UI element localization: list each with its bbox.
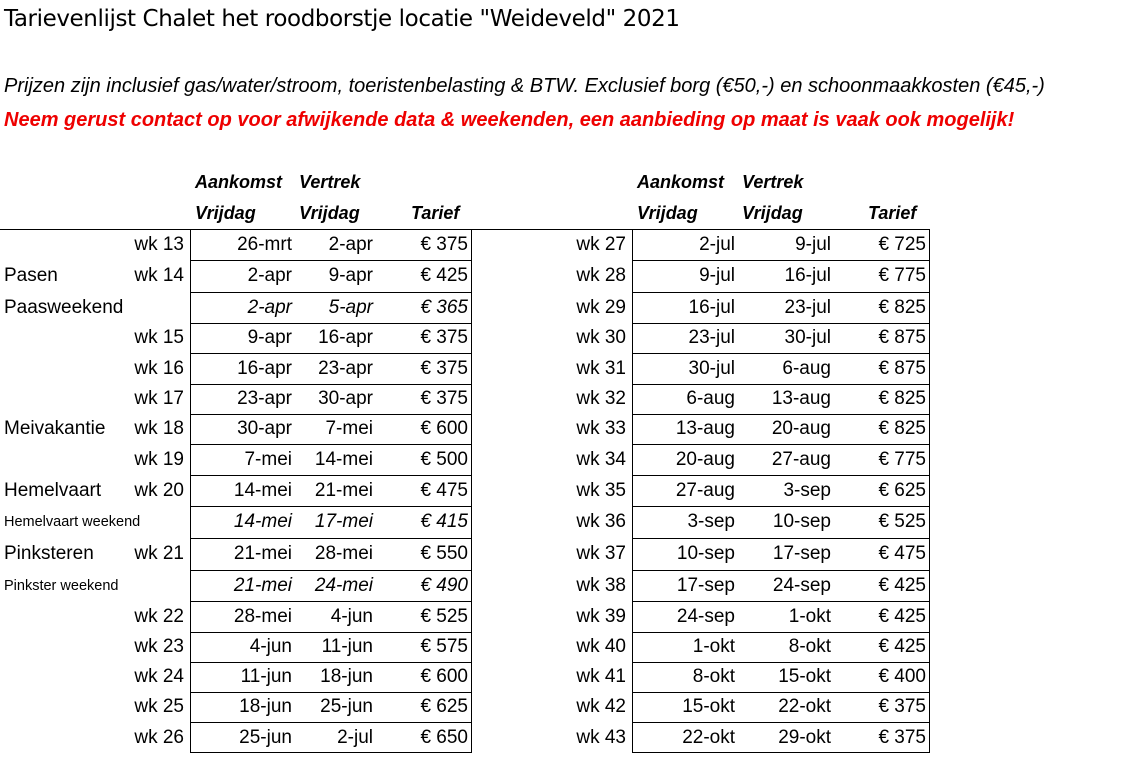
week-number: wk 24 <box>134 666 184 687</box>
rate-value: € 375 <box>878 696 926 717</box>
rate-value: € 550 <box>420 543 468 564</box>
departure-date: 23-apr <box>318 357 373 379</box>
week-number: wk 27 <box>576 233 626 255</box>
departure-date: 2-jul <box>337 726 373 748</box>
arrival-date: 22-okt <box>682 726 735 748</box>
arrival-date: 8-okt <box>692 666 735 687</box>
rate-value: € 775 <box>878 265 926 286</box>
rate-value: € 650 <box>420 726 468 748</box>
arrival-date: 26-mrt <box>237 233 292 255</box>
arrival-date: 21-mei <box>233 543 292 564</box>
rate-value: € 375 <box>420 388 468 409</box>
rate-value: € 500 <box>420 448 468 470</box>
arrival-date: 30-jul <box>688 357 735 379</box>
departure-date: 23-jul <box>784 296 831 318</box>
arrival-date: 16-apr <box>237 357 292 379</box>
departure-date: 30-jul <box>784 327 831 348</box>
departure-date: 29-okt <box>778 726 831 748</box>
arrival-date: 9-apr <box>247 327 292 348</box>
week-number: wk 41 <box>576 666 626 687</box>
arrival-date: 2-jul <box>699 233 735 255</box>
arrival-date: 24-sep <box>676 605 735 627</box>
rate-value: € 600 <box>420 418 468 439</box>
week-number: wk 34 <box>576 448 626 470</box>
rate-value: € 525 <box>878 511 926 532</box>
departure-date: 27-aug <box>771 448 831 470</box>
departure-date: 3-sep <box>783 479 831 501</box>
arrival-date: 23-jul <box>688 327 735 348</box>
departure-date: 28-mei <box>314 543 373 564</box>
week-number: wk 14 <box>134 265 184 286</box>
week-number: wk 18 <box>134 418 184 439</box>
page-title: Tarievenlijst Chalet het roodborstje locatie "Weideveld" 2021 <box>4 6 680 32</box>
arrival-date: 27-aug <box>675 479 735 501</box>
contact-note: Neem gerust contact op voor afwijkende data & weekenden, een aanbieding op maat is vaak ook mogelijk! <box>4 109 1015 131</box>
rate-value: € 375 <box>420 357 468 379</box>
week-number: wk 25 <box>134 696 184 717</box>
row-label: Pinkster weekend <box>4 577 119 594</box>
row-label: Pasen <box>4 265 58 286</box>
week-number: wk 31 <box>576 357 626 379</box>
week-number: wk 13 <box>134 233 184 255</box>
rate-value: € 475 <box>420 479 468 501</box>
rate-value: € 875 <box>878 327 926 348</box>
departure-date: 25-jun <box>320 696 373 717</box>
rate-value: € 425 <box>420 265 468 286</box>
week-number: wk 37 <box>576 543 626 564</box>
departure-date: 24-mei <box>314 574 373 596</box>
week-number: wk 35 <box>576 479 626 501</box>
week-number: wk 33 <box>576 418 626 439</box>
rate-value: € 490 <box>420 574 468 596</box>
departure-date: 4-jun <box>330 605 373 627</box>
rate-value: € 425 <box>878 574 926 596</box>
rate-value: € 875 <box>878 357 926 379</box>
departure-date: 10-sep <box>772 511 831 532</box>
arrival-date: 30-apr <box>237 418 292 439</box>
arrival-date: 10-sep <box>676 543 735 564</box>
rate-value: € 375 <box>420 327 468 348</box>
departure-date: 9-jul <box>795 233 831 255</box>
rate-value: € 775 <box>878 448 926 470</box>
rate-value: € 825 <box>878 388 926 409</box>
arrival-date: 21-mei <box>233 574 292 596</box>
rate-value: € 415 <box>420 511 468 532</box>
arrival-date: 9-jul <box>699 265 735 286</box>
departure-date: 11-jun <box>321 636 373 657</box>
week-number: wk 42 <box>576 696 626 717</box>
departure-date: 1-okt <box>788 605 831 627</box>
week-number: wk 40 <box>576 636 626 657</box>
left-header-departure: Vertrek <box>299 172 361 192</box>
week-number: wk 32 <box>576 388 626 409</box>
arrival-date: 4-jun <box>249 636 292 657</box>
week-number: wk 29 <box>576 296 626 318</box>
arrival-date: 17-sep <box>676 574 735 596</box>
right-header-departure: Vertrek <box>742 172 804 192</box>
departure-date: 6-aug <box>782 357 831 379</box>
rate-value: € 525 <box>420 605 468 627</box>
rate-value: € 575 <box>420 636 468 657</box>
week-number: wk 30 <box>576 327 626 348</box>
arrival-date: 15-okt <box>682 696 735 717</box>
row-label: Pinksteren <box>4 543 94 564</box>
rate-value: € 375 <box>878 726 926 748</box>
departure-date: 15-okt <box>778 666 831 687</box>
rate-value: € 725 <box>878 233 926 255</box>
arrival-date: 14-mei <box>233 511 292 532</box>
rate-value: € 475 <box>878 543 926 564</box>
arrival-date: 20-aug <box>675 448 735 470</box>
departure-date: 17-mei <box>314 511 373 532</box>
rate-value: € 365 <box>420 296 468 318</box>
departure-date: 17-sep <box>772 543 831 564</box>
left-header-rate: Tarief <box>411 203 460 223</box>
arrival-date: 2-apr <box>247 296 292 318</box>
left-header-arrival: Aankomst <box>195 172 283 192</box>
row-label: Paasweekend <box>4 296 124 318</box>
rate-value: € 825 <box>878 418 926 439</box>
left-header-arrival-day: Vrijdag <box>195 203 256 223</box>
week-number: wk 19 <box>134 448 184 470</box>
departure-date: 20-aug <box>771 418 831 439</box>
week-number: wk 28 <box>576 265 626 286</box>
row-label: Hemelvaart <box>4 479 102 501</box>
right-header-rate: Tarief <box>868 203 917 223</box>
arrival-date: 28-mei <box>233 605 292 627</box>
departure-date: 16-jul <box>784 265 831 286</box>
departure-date: 22-okt <box>778 696 831 717</box>
rate-value: € 375 <box>420 233 468 255</box>
rate-value: € 425 <box>878 636 926 657</box>
arrival-date: 16-jul <box>688 296 735 318</box>
week-number: wk 16 <box>134 357 184 379</box>
week-number: wk 23 <box>134 636 184 657</box>
arrival-date: 6-aug <box>686 388 735 409</box>
week-number: wk 20 <box>134 479 184 501</box>
week-number: wk 43 <box>576 726 626 748</box>
week-number: wk 38 <box>576 574 626 596</box>
departure-date: 16-apr <box>318 327 373 348</box>
week-number: wk 36 <box>576 511 626 532</box>
week-number: wk 21 <box>134 543 184 564</box>
arrival-date: 25-jun <box>239 726 292 748</box>
arrival-date: 7-mei <box>244 448 292 470</box>
rate-value: € 400 <box>878 666 926 687</box>
right-header-departure-day: Vrijdag <box>742 203 803 223</box>
week-number: wk 22 <box>134 605 184 627</box>
departure-date: 9-apr <box>328 265 373 286</box>
table-frame <box>632 229 930 753</box>
rate-value: € 600 <box>420 666 468 687</box>
week-number: wk 15 <box>134 327 184 348</box>
arrival-date: 3-sep <box>687 511 735 532</box>
arrival-date: 1-okt <box>692 636 735 657</box>
left-header-departure-day: Vrijdag <box>299 203 360 223</box>
week-number: wk 26 <box>134 726 184 748</box>
departure-date: 14-mei <box>314 448 373 470</box>
price-inclusion-note: Prijzen zijn inclusief gas/water/stroom, toeristenbelasting & BTW. Exclusief borg (€50,-) en schoonmaakkosten (€45,-) <box>4 75 1045 97</box>
arrival-date: 13-aug <box>675 418 735 439</box>
rate-value: € 625 <box>420 696 468 717</box>
arrival-date: 14-mei <box>233 479 292 501</box>
rate-value: € 425 <box>878 605 926 627</box>
departure-date: 5-apr <box>328 296 373 318</box>
right-rate-table <box>0 229 930 753</box>
right-header-arrival-day: Vrijdag <box>637 203 698 223</box>
week-number: wk 39 <box>576 605 626 627</box>
right-header-arrival: Aankomst <box>637 172 725 192</box>
arrival-date: 18-jun <box>239 696 292 717</box>
departure-date: 24-sep <box>772 574 831 596</box>
departure-date: 7-mei <box>325 418 373 439</box>
departure-date: 8-okt <box>788 636 831 657</box>
departure-date: 18-jun <box>320 666 373 687</box>
arrival-date: 23-apr <box>237 388 292 409</box>
departure-date: 13-aug <box>771 388 831 409</box>
departure-date: 2-apr <box>328 233 373 255</box>
row-label: Meivakantie <box>4 418 106 439</box>
arrival-date: 2-apr <box>247 265 292 286</box>
row-label: Hemelvaart weekend <box>4 514 141 530</box>
week-number: wk 17 <box>134 388 184 409</box>
rate-value: € 825 <box>878 296 926 318</box>
rate-value: € 625 <box>878 479 926 501</box>
arrival-date: 11-jun <box>240 666 292 687</box>
departure-date: 30-apr <box>318 388 373 409</box>
departure-date: 21-mei <box>314 479 373 501</box>
